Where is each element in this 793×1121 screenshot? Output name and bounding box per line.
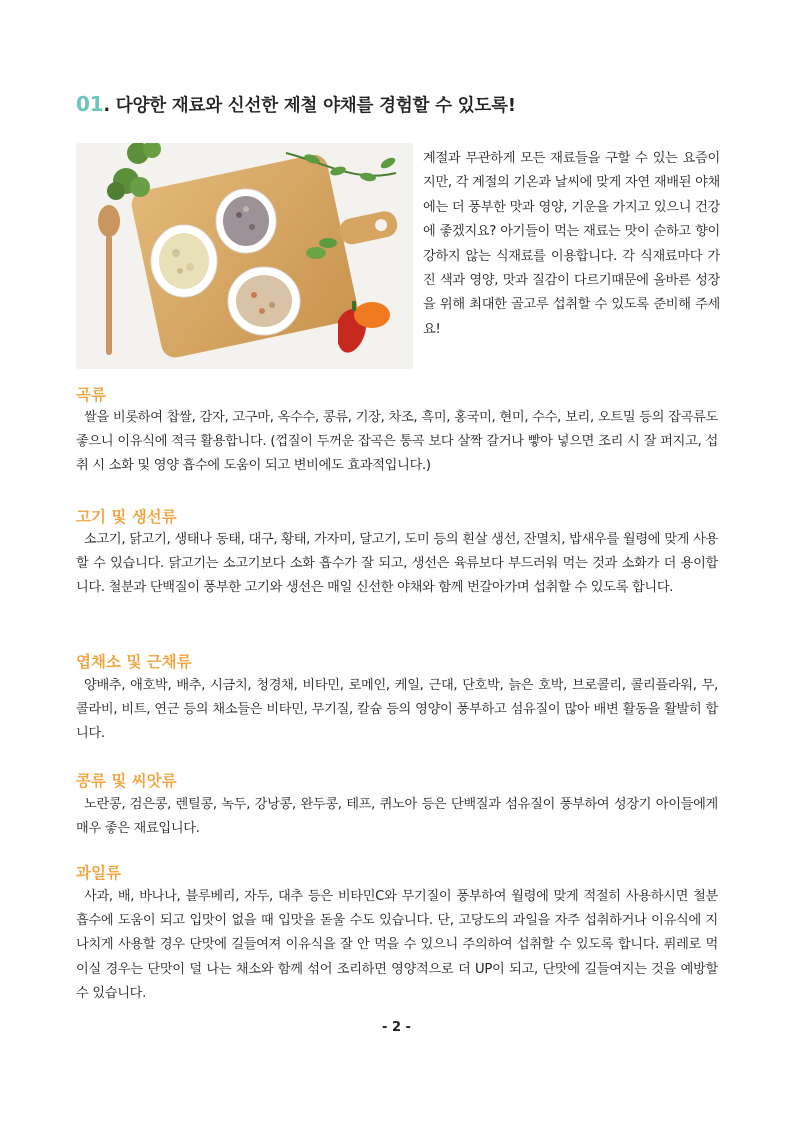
section-title-vegetables: 엽채소 및 근채류 [76,653,192,671]
page-heading [76,92,516,117]
section-title-meat-fish: 고기 및 생선류 [76,508,177,526]
heading-number: 01 [76,92,104,116]
baby-food-illustration [76,143,413,369]
section-body-legumes: 노란콩, 검은콩, 렌틸콩, 녹두, 강낭콩, 완두콩, 테프, 퀴노아 등은 단백질과 섬유질이 풍부하여 성장기 아이들에게 매우 좋은 재료입니다. [76,797,718,837]
bowl-right [228,267,300,335]
baby-food-photo [76,143,413,369]
section-title-legumes: 콩류 및 씨앗류 [76,772,177,790]
bowl-left [151,225,217,297]
page-number: - 2 - [382,1020,411,1035]
intro-paragraph: 계절과 무관하게 모든 재료들을 구할 수 있는 요즘이지만, 각 계절의 기온과 날씨에 맞게 자연 재배된 야채에는 더 풍부한 맛과 영양, 기운을 가지고 있으니 건강에 좋겠지요? 아기들이 먹는 재료는 맛이 순하고 향이 강하지 않는 식재료를 이용합니다. 각 식재료마다 가진 색과 영양, 맛과 질감이 다르기때문에 올바른 성장을 위해 최대한 골고루 섭취할 수 있도록 준비해 주세요! [423,151,720,337]
section-body-meat-fish: 소고기, 닭고기, 생태나 동태, 대구, 황태, 가자미, 달고기, 도미 등의 흰살 생선, 잔멸치, 밥새우를 월령에 맞게 사용할 수 있습니다. 닭고기는 소고기보다 소화 흡수가 잘 되고, 생선은 육류보다 부드러워 먹는 것과 소화가 더 용이합니다. 철분과 단백질이 풍부한 고기와 생선은 매일 신선한 야채와 함께 번갈아가며 섭취할 수 있도록 합니다. [76,532,718,596]
section-body-fruits: 사과, 배, 바나나, 블루베리, 자두, 대추 등은 비타민C와 무기질이 풍부하여 월령에 맞게 적절히 사용하시면 철분 흡수에 도움이 되고 입맛이 없을 때 입맛을 돋울 수도 있습니다. 단, 고당도의 과일을 자주 섭취하거나 이유식에 지나치게 사용할 경우 단맛에 길들여져 이유식을 잘 안 먹을 수 있으니 주의하여 섭취할 수 있도록 합니다. 퓌레로 먹이실 경우는 단맛이 덜 나는 채소와 함께 섞어 조리하면 영양적으로 더 UP이 되고, 단맛에 길들여지는 것을 예방할 수 있습니다. [76,889,719,1001]
section-title-grains: 곡류 [76,386,106,404]
section-body-grains: 쌀을 비롯하여 찹쌀, 감자, 고구마, 옥수수, 콩류, 기장, 차조, 흑미, 홍국미, 현미, 수수, 보리, 오트밀 등의 잡곡류도 좋으니 이유식에 적극 활용합니다. (껍질이 두꺼운 잡곡은 통곡 보다 살짝 갈거나 빻아 넣으면 조리 시 잘 퍼지고, 섭취 시 소화 및 영양 흡수에 도움이 되고 변비에도 효과적입니다.) [76,410,718,474]
section-title-fruits: 과일류 [76,864,121,882]
bowl-top [216,189,276,253]
section-body-vegetables: 양배추, 애호박, 배추, 시금치, 청경채, 비타민, 로메인, 케일, 근대, 단호박, 늙은 호박, 브로콜리, 콜리플라워, 무, 콜라비, 비트, 연근 등의 채소들은 비타민, 무기질, 칼슘 등의 영양이 풍부하고 섬유질이 많아 배변 활동을 활발히 합니다. [76,678,718,742]
heading-text: . 다양한 재료와 신선한 제철 야채를 경험할 수 있도록! [103,96,516,116]
